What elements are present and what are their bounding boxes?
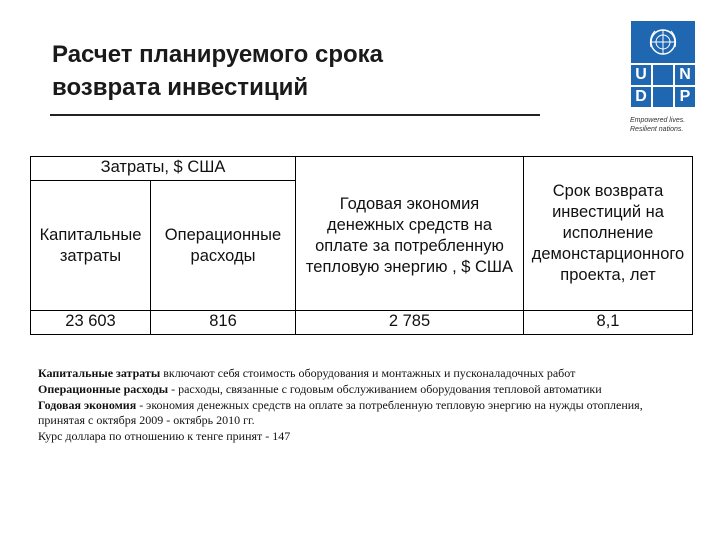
operational-costs-value: 816 <box>151 311 296 335</box>
logo-blank-cell <box>652 64 674 86</box>
page-title <box>52 38 383 104</box>
footnote-text: Курс доллара по отношению к тенге принят - 147 <box>38 429 291 444</box>
logo-letter-d: D <box>630 86 652 108</box>
savings-value: 2 785 <box>296 311 524 335</box>
payback-header: Срок возврата инвестиций на исполнение демонстарционного проекта, лет <box>524 157 693 311</box>
logo-letter-u: U <box>630 64 652 86</box>
logo-tagline <box>630 116 696 134</box>
logo-tagline-line-2: Resilient nations. <box>630 126 684 133</box>
capital-costs-value: 23 603 <box>31 311 151 335</box>
title-line-2: возврата инвестиций <box>52 74 309 101</box>
payback-table <box>30 156 693 335</box>
logo-tagline-line-1: Empowered lives. <box>630 117 686 124</box>
operational-costs-header: Операционные расходы <box>151 181 296 311</box>
footnote-item <box>38 366 678 382</box>
footnote-item <box>38 382 678 398</box>
un-emblem-icon <box>630 20 696 64</box>
logo-blank-cell <box>652 86 674 108</box>
footnote-term: Годовая экономия <box>38 397 137 412</box>
undp-logo <box>630 20 696 134</box>
costs-group-header: Затраты, $ США <box>31 157 296 181</box>
title-line-1: Расчет планируемого срока <box>52 41 384 68</box>
footnote-term: Капитальные затраты <box>38 366 161 380</box>
footnote-term: Операционные расходы <box>38 381 169 396</box>
logo-letter-p: P <box>674 86 696 108</box>
payback-value: 8,1 <box>524 311 693 335</box>
footnote-text: - расходы, связанные с годовым обслуживанием оборудования тепловой автоматики <box>168 381 602 396</box>
footnote-item <box>38 429 678 445</box>
footnote-item <box>38 398 678 430</box>
capital-costs-header: Капитальные затраты <box>31 181 151 311</box>
footnotes <box>38 366 678 445</box>
savings-header: Годовая экономия денежных средств на оплате за потребленную тепловую энергию , $ США <box>296 157 524 311</box>
title-divider <box>50 114 540 116</box>
logo-letter-n: N <box>674 64 696 86</box>
footnote-text: включают себя стоимость оборудования и монтажных и пусконаладочных работ <box>160 366 576 380</box>
footnote-text: - экономия денежных средств на оплате за потребленную тепловую энергию на нужды отопления, принятая с октября 2009 - октябрь 2010 гг. <box>38 397 643 428</box>
